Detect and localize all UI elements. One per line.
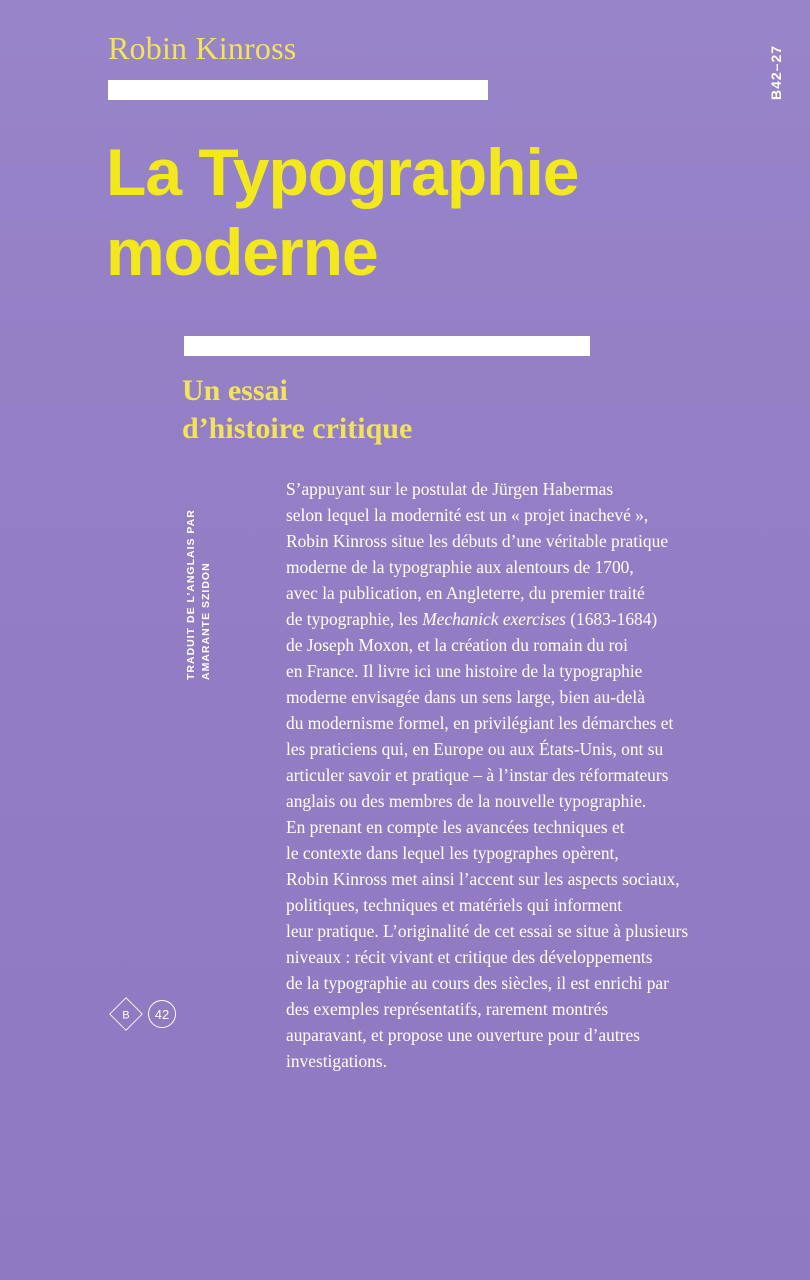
translator-line-1: TRADUIT DE L’ANGLAIS PAR <box>185 509 197 680</box>
blurb-line: auparavant, et propose une ouverture pour d’autres <box>286 1025 640 1045</box>
blurb-line: niveaux : récit vivant et critique des développements <box>286 947 653 967</box>
blurb-line-segment: de typographie, les <box>286 609 423 629</box>
blurb-line: Robin Kinross situe les débuts d’une véritable pratique <box>286 531 669 551</box>
book-title <box>106 132 579 292</box>
blurb-line: leur pratique. L’originalité de cet essai se situe à plusieurs <box>286 921 689 941</box>
translator-credit <box>184 460 214 680</box>
title-line-1: La Typographie <box>106 135 579 209</box>
publisher-logo <box>112 1000 182 1030</box>
top-rule <box>108 80 488 100</box>
blurb-line: moderne de la typographie aux alentours de 1700, <box>286 557 634 577</box>
blurb-line: investigations. <box>286 1051 387 1071</box>
blurb-line: du modernisme formel, en privilégiant les démarches et <box>286 713 674 733</box>
blurb-line: articuler savoir et pratique – à l’instar des réformateurs <box>286 765 669 785</box>
blurb-line: Robin Kinross met ainsi l’accent sur les aspects sociaux, <box>286 869 680 889</box>
publisher-logo-circle: 42 <box>148 1000 176 1028</box>
blurb-line: politiques, techniques et matériels qui informent <box>286 895 623 915</box>
blurb-italic-title: Mechanick exercises <box>422 609 566 629</box>
series-code: B42–27 <box>768 44 784 100</box>
blurb-line-segment: (1683-1684) <box>565 609 658 629</box>
subtitle-line-2: d’histoire critique <box>182 412 413 445</box>
blurb-line: selon lequel la modernité est un « projet inachevé », <box>286 505 649 525</box>
publisher-logo-letter: B <box>122 1007 130 1021</box>
blurb-line: moderne envisagée dans un sens large, bien au-delà <box>286 687 645 707</box>
blurb-text <box>286 476 786 1074</box>
blurb-line: S’appuyant sur le postulat de Jürgen Habermas <box>286 479 614 499</box>
blurb-line <box>286 606 786 632</box>
blurb-line: de la typographie au cours des siècles, il est enrichi par <box>286 973 669 993</box>
author-name: Robin Kinross <box>108 30 297 66</box>
blurb-line: de Joseph Moxon, et la création du romain du roi <box>286 635 628 655</box>
blurb-line: des exemples représentatifs, rarement montrés <box>286 999 609 1019</box>
blurb-line: avec la publication, en Angleterre, du premier traité <box>286 583 645 603</box>
blurb-line: en France. Il livre ici une histoire de la typographie <box>286 661 643 681</box>
publisher-logo-diamond <box>109 997 143 1031</box>
blurb-line: En prenant en compte les avancées techniques et <box>286 817 625 837</box>
subtitle-line-1: Un essai <box>182 374 288 407</box>
translator-line-2: AMARANTE SZIDON <box>200 562 212 680</box>
blurb-line: le contexte dans lequel les typographes opèrent, <box>286 843 619 863</box>
book-subtitle <box>182 372 412 448</box>
blurb-line: anglais ou des membres de la nouvelle typographie. <box>286 791 647 811</box>
middle-rule <box>184 336 590 356</box>
title-line-2: moderne <box>106 215 378 289</box>
blurb-line: les praticiens qui, en Europe ou aux États-Unis, ont su <box>286 739 664 759</box>
